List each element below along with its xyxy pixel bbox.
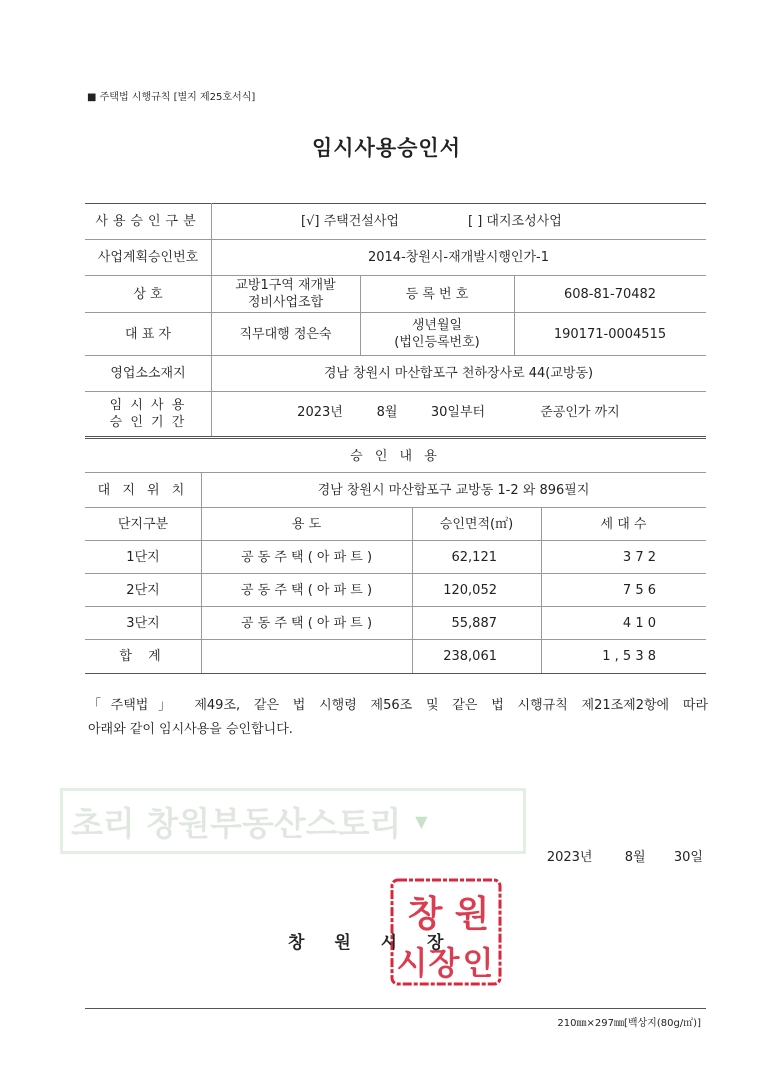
- table-row-zone: 3단지: [126, 615, 160, 631]
- table-row-area: 55,887: [451, 615, 497, 631]
- total-area: 238,061: [443, 649, 497, 664]
- table-row-use: 공 동 주 택 ( 아 파 트 ): [240, 549, 373, 565]
- svg-text:시: 시: [396, 944, 428, 982]
- period-year: 2023년: [297, 404, 343, 420]
- section-divider: [85, 436, 706, 439]
- table-row-zone: 1단지: [126, 549, 160, 565]
- approval-statement-line2: 아래와 같이 임시사용을 승인합니다.: [88, 722, 293, 737]
- period-day: 30일부터: [430, 404, 486, 420]
- table-bottom-border: [85, 673, 706, 674]
- plan-number-value: 2014-창원시-재개발시행인가-1: [367, 250, 549, 265]
- representative-label: 대 표 자: [125, 326, 171, 342]
- company-value: [211, 276, 360, 312]
- plan-number-label: 사업계획승인번호: [97, 250, 199, 265]
- date-year: 2023년: [546, 850, 593, 865]
- table-row-units: 4 1 0: [622, 615, 656, 631]
- company-value-line1: 교방1구역 재개발: [235, 278, 336, 293]
- approval-statement-line1: 「주택법」 제49조, 같은 법 시행령 제56조 및 같은 법 시행규칙 제21조제2항에 따라: [88, 698, 708, 713]
- watermark: [60, 788, 526, 854]
- approval-type-label: 사용승인구분: [95, 214, 201, 229]
- registration-value: 608-81-70482: [563, 286, 657, 302]
- company-label: 상 호: [133, 286, 163, 302]
- total-label: 합 계: [119, 649, 167, 664]
- content-section-header: 승 인 내 용: [350, 448, 441, 464]
- birthdate-value: 190171-0004515: [553, 326, 667, 342]
- representative-value: 직무대행 정은숙: [239, 326, 332, 342]
- total-units: 1 , 5 3 8: [602, 649, 656, 664]
- form-header: ■ 주택법 시행규칙 [별지 제25호서식]: [87, 92, 256, 103]
- site-value: 경남 창원시 마산합포구 교방동 1-2 와 896필지: [317, 482, 590, 498]
- svg-text:장: 장: [428, 944, 460, 982]
- table-row-area: 120,052: [443, 582, 497, 598]
- office-label: 영업소소재지: [110, 366, 186, 381]
- company-value-line2: 정비사업조합: [247, 295, 324, 310]
- header-area: 승인면적(㎡): [439, 516, 514, 532]
- registration-label: 등 록 번 호: [405, 286, 469, 302]
- birthdate-label-line2: (법인등록번호): [394, 335, 480, 350]
- approval-type-land: [ ] 대지조성사업: [468, 214, 562, 229]
- period-label-line2: 승 인 기 간: [109, 415, 187, 430]
- watermark-text: 초리 창원부동산스토리: [71, 803, 402, 843]
- date-month: 8월: [624, 850, 646, 865]
- period-label-line1: 임 시 사 용: [109, 398, 187, 413]
- signer-name: 창 원 시 장: [288, 933, 456, 953]
- office-value: 경남 창원시 마산합포구 천하장사로 44(교방동): [323, 366, 594, 381]
- svg-text:원: 원: [454, 894, 490, 935]
- period-label: [85, 392, 211, 436]
- table-row-units: 7 5 6: [622, 582, 656, 598]
- header-use: 용 도: [291, 516, 322, 532]
- svg-text:인: 인: [462, 944, 494, 982]
- period-month: 8월: [376, 404, 398, 420]
- triangle-down-icon: ▼: [415, 811, 428, 831]
- table-row-area: 62,121: [451, 549, 497, 565]
- header-zone: 단지구분: [117, 516, 169, 532]
- issue-date: [547, 846, 703, 865]
- table-row-units: 3 7 2: [622, 549, 656, 565]
- table-row-use: 공 동 주 택 ( 아 파 트 ): [240, 615, 373, 631]
- table-row-use: 공 동 주 택 ( 아 파 트 ): [240, 582, 373, 598]
- header-units: 세 대 수: [600, 516, 647, 532]
- approval-type-housing: [√] 주택건설사업: [301, 214, 399, 229]
- period-until: 준공인가 까지: [540, 404, 620, 420]
- date-day: 30일: [673, 850, 703, 865]
- birthdate-label-line1: 생년월일: [411, 318, 463, 333]
- site-label: 대 지 위 치: [97, 482, 189, 498]
- approval-statement: [88, 694, 708, 742]
- document-title: 임시사용승인서: [311, 136, 461, 160]
- svg-text:창: 창: [407, 894, 443, 935]
- table-row-zone: 2단지: [126, 582, 160, 598]
- paper-spec: 210㎜×297㎜[백상지(80g/㎡)]: [557, 1018, 701, 1029]
- footer-divider: [85, 1008, 706, 1009]
- birthdate-label: [360, 313, 514, 355]
